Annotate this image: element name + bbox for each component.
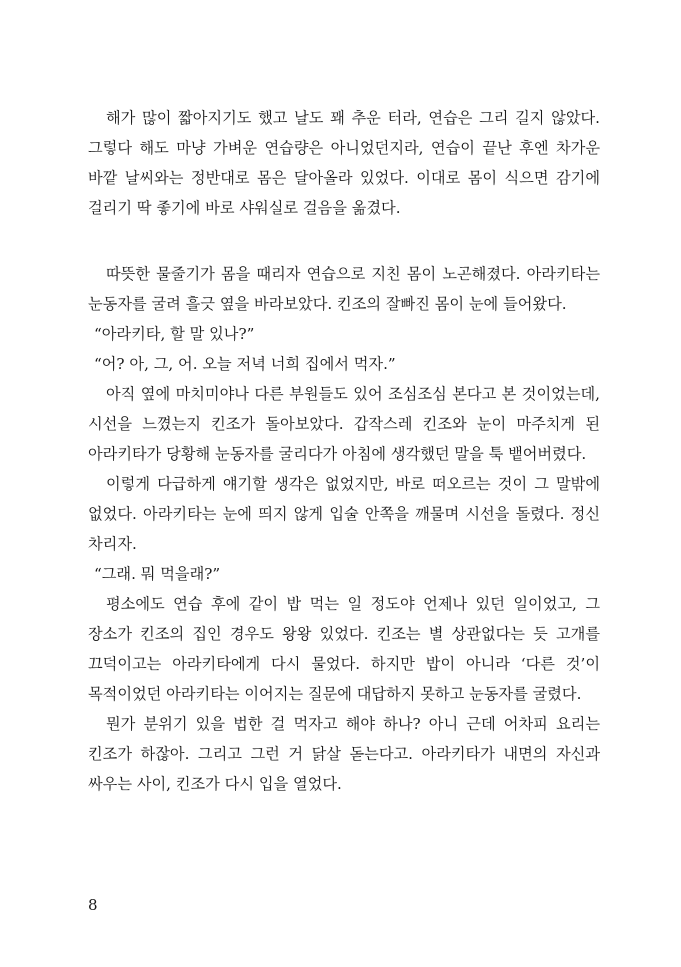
dialogue-line: “어? 아, 그, 어. 오늘 저녁 너희 집에서 먹자.” (94, 355, 396, 373)
paragraph: 아직 옆에 마치미야나 다른 부원들도 있어 조심조심 본다고 본 것이었는데, 시선을 느꼈는지 킨조가 돌아보았다. 갑작스레 킨조와 눈이 마주치게 된 아라키타가 당황해 눈동자를 굴리다가 아침에 생각했던 말을 툭 뱉어버렸다. (88, 385, 600, 463)
paragraph: 해가 많이 짧아지기도 했고 날도 꽤 추운 터라, 연습은 그리 길지 않았다. 그렇다 해도 마냥 가벼운 연습량은 아니었던지라, 연습이 끝난 후엔 차가운 바깥 날씨와는 정반대로 몸은 달아올라 있었다. 이대로 몸이 식으면 감기에 걸리기 딱 좋기에 바로 샤워실로 걸음을 옮겼다. (88, 109, 600, 217)
dialogue-line: “그래. 뭐 먹을래?” (94, 565, 221, 583)
paragraph: 따뜻한 물줄기가 몸을 때리자 연습으로 지친 몸이 노곤해졌다. 아라키타는 눈동자를 굴려 흘긋 옆을 바라보았다. 킨조의 잘빠진 몸이 눈에 들어왔다. (88, 265, 600, 313)
dialogue-line: “아라키타, 할 말 있나?” (94, 325, 255, 343)
paragraph: 뭔가 분위기 있을 법한 걸 먹자고 해야 하나? 아니 근데 어차피 요리는 킨조가 하잖아. 그리고 그런 거 닭살 돋는다고. 아라키타가 내면의 자신과 싸우는 사이, 킨조가 다시 입을 열었다. (88, 715, 600, 793)
body-text (88, 103, 600, 799)
section-break (88, 223, 600, 259)
page-number: 8 (88, 896, 98, 914)
paragraph: 평소에도 연습 후에 같이 밥 먹는 일 정도야 언제나 있던 일이었고, 그 장소가 킨조의 집인 경우도 왕왕 있었다. 킨조는 별 상관없다는 듯 고개를 끄덕이고는 아라키타에게 다시 물었다. 하지만 밥이 아니라 ‘다른 것’이 목적이었던 아라키타는 이어지는 질문에 대답하지 못하고 눈동자를 굴렸다. (88, 595, 600, 703)
paragraph: 이렇게 다급하게 얘기할 생각은 없었지만, 바로 떠오르는 것이 그 말밖에 없었다. 아라키타는 눈에 띄지 않게 입술 안쪽을 깨물며 시선을 돌렸다. 정신 차리자. (88, 475, 600, 553)
